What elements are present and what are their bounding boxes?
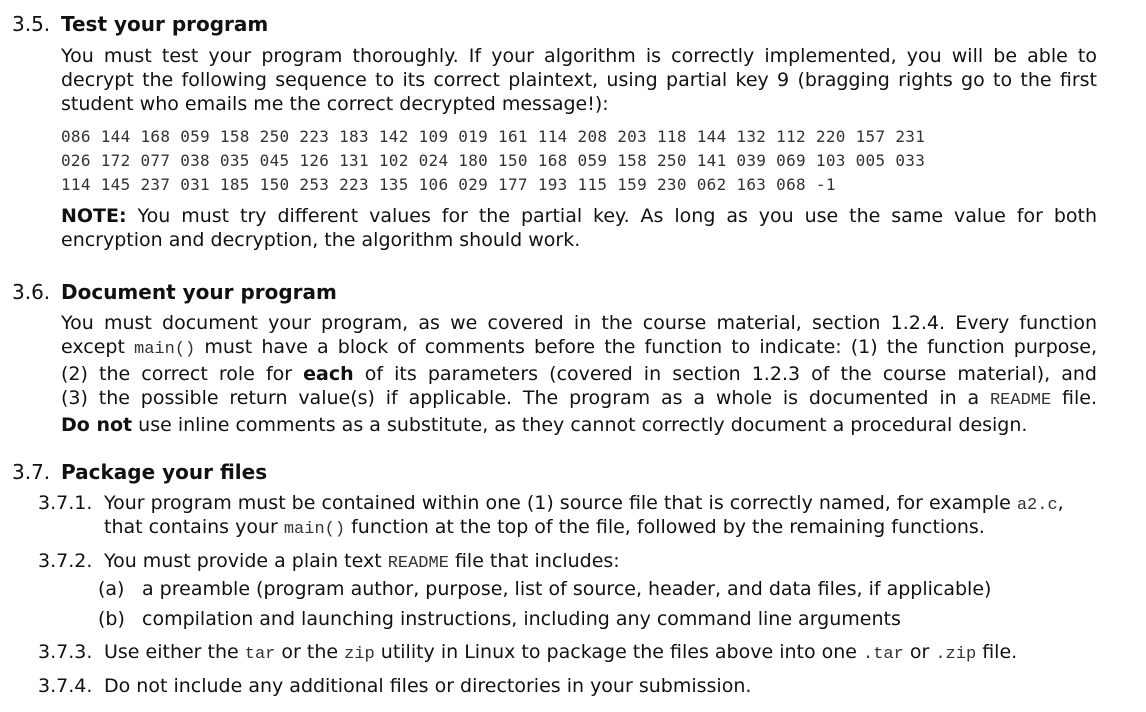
sub-item-label: (b) (98, 608, 125, 630)
note-paragraph (61, 204, 1097, 252)
paragraph (61, 311, 1097, 437)
item-text: Use either the tar or the zip utility in Linux to package the files above into one .tar or .zip file. (104, 641, 1018, 664)
text-span: must have a block of comments before the function to indicate: (1) the function purpose, (195, 336, 1098, 358)
item-text: that contains your main() function at the top of the file, followed by the remaining functions. (104, 516, 985, 539)
sub-item-text: a preamble (program author, purpose, list of source, header, and data files, if applicable) (142, 578, 992, 600)
text-span: of its parameters (covered in section 1.2.3 of the course material), and (353, 363, 1097, 385)
sub-item-text: compilation and launching instructions, including any command line arguments (142, 608, 901, 630)
text-span: except (61, 336, 135, 358)
section-title: Test your program (61, 12, 269, 36)
section-title: Package your files (61, 460, 268, 484)
note-label: NOTE: (61, 205, 127, 227)
code-span: tar (244, 645, 276, 664)
text-line: You must document your program, as we covered in the course material, section 1.2.4. Every function (61, 312, 1097, 334)
cipher-line: 086 144 168 059 158 250 223 183 142 109 019 161 114 208 203 118 144 132 112 220 157 231 (61, 127, 926, 146)
item-number: 3.7.3. (38, 641, 93, 663)
code-span: main() (134, 340, 196, 359)
text-span: (2) the correct role for (61, 363, 304, 385)
section-number: 3.7. (12, 460, 51, 484)
section-title: Document your program (61, 280, 337, 304)
note-text: encryption and decryption, the algorithm should work. (61, 229, 581, 251)
code-span: .tar (863, 645, 904, 664)
item-number: 3.7.1. (38, 492, 93, 514)
bold-span: Do not (61, 414, 133, 436)
note-text: You must try different values for the partial key. As long as you use the same value for both (126, 205, 1097, 227)
code-span: README (387, 554, 449, 573)
text-span: use inline comments as a substitute, as they cannot correctly document a procedural design. (132, 414, 1028, 436)
code-span: main() (283, 520, 346, 539)
item-number: 3.7.2. (38, 550, 93, 572)
code-span: .zip (935, 645, 977, 664)
item-text: You must provide a plain text README file that includes: (104, 550, 620, 573)
code-span: zip (344, 645, 375, 664)
item-text: Do not include any additional files or directories in your submission. (104, 675, 752, 697)
bold-span: each (303, 363, 354, 385)
code-span: README (989, 391, 1052, 410)
cipher-line: 114 145 237 031 185 150 253 223 135 106 029 177 193 115 159 230 062 163 068 -1 (61, 175, 836, 194)
item-number: 3.7.4. (38, 675, 93, 697)
text-line: student who emails me the correct decrypted message!): (61, 93, 609, 115)
sub-item-label: (a) (98, 578, 125, 600)
code-span: a2.c (1016, 496, 1058, 515)
text-line: You must test your program thoroughly. If your algorithm is correctly implemented, you will be able to (61, 45, 1097, 67)
section-number: 3.5. (12, 12, 51, 36)
cipher-sequence (61, 125, 1101, 197)
section-number: 3.6. (12, 280, 51, 304)
item-text: Your program must be contained within one (1) source file that is correctly named, for example a2.c, (104, 492, 1064, 515)
text-span: (3) the possible return value(s) if applicable. The program as a whole is documented in a (61, 387, 990, 409)
text-line: decrypt the following sequence to its correct plaintext, using partial key 9 (bragging rights go to the first (61, 69, 1097, 91)
paragraph (61, 44, 1097, 116)
cipher-line: 026 172 077 038 035 045 126 131 102 024 180 150 168 059 158 250 141 039 069 103 005 033 (61, 151, 926, 170)
text-span: file. (1051, 387, 1097, 409)
